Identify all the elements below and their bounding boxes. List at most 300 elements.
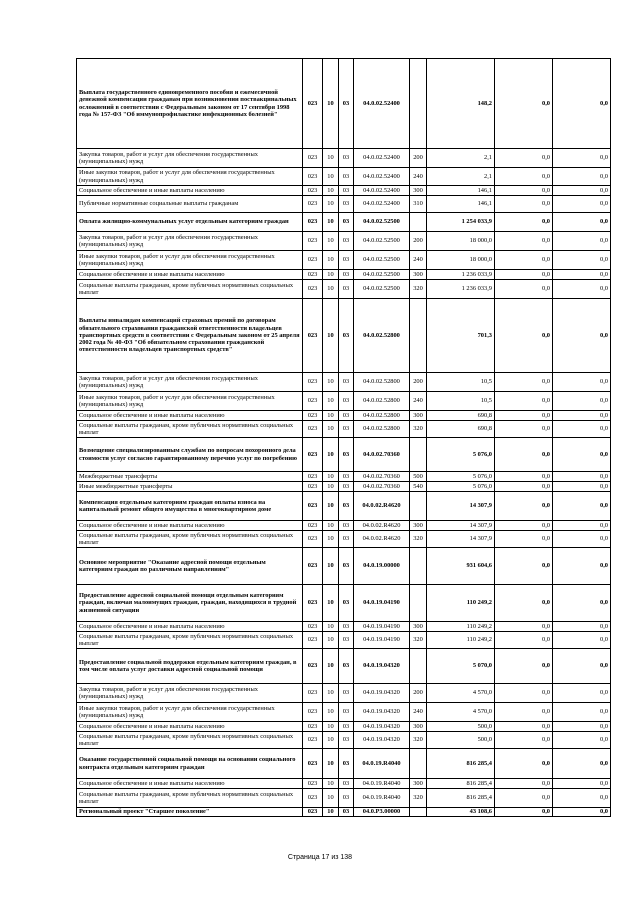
row-grbs: 023 [303,684,323,703]
row-name: Оплата жилищно-коммунальных услуг отдельным категориям граждан [77,213,303,232]
table-row [77,703,611,722]
row-subsection: 03 [339,213,354,232]
row-section: 10 [323,373,339,392]
table-row [77,392,611,411]
row-grbs: 023 [303,373,323,392]
row-sum-1: 43 108,6 [427,808,495,817]
row-target-code: 04.0.02.52500 [354,270,410,280]
row-expense-type: 540 [410,482,427,492]
row-name: Предоставление социальной поддержки отдельным категориям граждан, в том числе оплата услуг доставки адресной социальной помощи [77,649,303,684]
row-target-code: 04.0.02.52800 [354,392,410,411]
row-name: Иные закупки товаров, работ и услуг для обеспечения государственных (муниципальных) нужд [77,168,303,186]
row-target-code: 04.0.19.04320 [354,684,410,703]
row-name: Социальные выплаты гражданам, кроме публичных нормативных социальных выплат [77,632,303,649]
row-grbs: 023 [303,232,323,251]
row-sum-2: 0,0 [495,149,553,168]
row-section: 10 [323,421,339,438]
row-section: 10 [323,632,339,649]
table-row [77,649,611,684]
table-row [77,722,611,732]
row-grbs: 023 [303,779,323,789]
row-sum-3: 0,0 [553,482,611,492]
row-subsection: 03 [339,684,354,703]
row-sum-1: 18 000,0 [427,251,495,270]
row-name: Региональный проект "Старшее поколение" [77,808,303,817]
row-sum-3: 0,0 [553,732,611,749]
row-name: Социальное обеспечение и иные выплаты населению [77,779,303,789]
row-sum-3: 0,0 [553,186,611,196]
row-section: 10 [323,531,339,548]
row-subsection: 03 [339,585,354,622]
row-subsection: 03 [339,492,354,521]
row-target-code: 04.0.02.52400 [354,196,410,213]
row-subsection: 03 [339,622,354,632]
row-section: 10 [323,703,339,722]
row-subsection: 03 [339,732,354,749]
row-sum-1: 4 570,0 [427,684,495,703]
row-expense-type: 320 [410,421,427,438]
row-name: Публичные нормативные социальные выплаты гражданам [77,196,303,213]
row-subsection: 03 [339,270,354,280]
row-target-code: 04.0.02.52500 [354,232,410,251]
row-grbs: 023 [303,438,323,472]
row-grbs: 023 [303,270,323,280]
table-row [77,789,611,808]
table-row [77,213,611,232]
row-name: Социальное обеспечение и иные выплаты населению [77,411,303,421]
row-sum-2: 0,0 [495,270,553,280]
row-sum-3: 0,0 [553,632,611,649]
row-grbs: 023 [303,472,323,482]
row-section: 10 [323,280,339,299]
row-target-code: 04.0.02.52500 [354,213,410,232]
table-row [77,270,611,280]
row-sum-2: 0,0 [495,232,553,251]
table-row [77,482,611,492]
row-sum-3: 0,0 [553,492,611,521]
row-expense-type: 300 [410,622,427,632]
row-section: 10 [323,168,339,186]
row-sum-1: 690,8 [427,421,495,438]
row-section: 10 [323,722,339,732]
row-sum-1: 5 076,0 [427,482,495,492]
row-sum-1: 14 307,9 [427,521,495,531]
row-expense-type: 300 [410,270,427,280]
row-target-code: 04.0.19.R4040 [354,789,410,808]
row-target-code: 04.0.02.R4620 [354,492,410,521]
row-sum-2: 0,0 [495,280,553,299]
row-sum-1: 500,0 [427,732,495,749]
row-name: Иные закупки товаров, работ и услуг для обеспечения государственных (муниципальных) нужд [77,703,303,722]
row-section: 10 [323,149,339,168]
row-section: 10 [323,299,339,373]
row-section: 10 [323,521,339,531]
table-row [77,186,611,196]
row-sum-3: 0,0 [553,684,611,703]
row-subsection: 03 [339,649,354,684]
row-subsection: 03 [339,168,354,186]
row-sum-2: 0,0 [495,421,553,438]
row-expense-type [410,299,427,373]
row-sum-2: 0,0 [495,392,553,411]
row-subsection: 03 [339,280,354,299]
row-name: Закупка товаров, работ и услуг для обеспечения государственных (муниципальных) нужд [77,232,303,251]
row-grbs: 023 [303,632,323,649]
row-sum-1: 10,5 [427,373,495,392]
row-sum-2: 0,0 [495,622,553,632]
row-grbs: 023 [303,213,323,232]
row-expense-type: 200 [410,232,427,251]
row-sum-3: 0,0 [553,232,611,251]
row-target-code: 04.0.02.52400 [354,59,410,149]
row-name: Возмещение специализированным службам по вопросам похоронного дела стоимости услуг согласно гарантированному перечню услуг по погребению [77,438,303,472]
row-expense-type [410,548,427,585]
row-expense-type: 240 [410,703,427,722]
row-sum-1: 14 307,9 [427,531,495,548]
row-target-code: 04.0.02.70360 [354,482,410,492]
row-grbs: 023 [303,492,323,521]
row-sum-3: 0,0 [553,703,611,722]
row-sum-2: 0,0 [495,299,553,373]
row-subsection: 03 [339,548,354,585]
row-sum-2: 0,0 [495,649,553,684]
row-grbs: 023 [303,722,323,732]
row-section: 10 [323,213,339,232]
row-subsection: 03 [339,779,354,789]
row-sum-1: 1 236 033,9 [427,280,495,299]
row-name: Социальные выплаты гражданам, кроме публичных нормативных социальных выплат [77,280,303,299]
row-grbs: 023 [303,421,323,438]
row-target-code: 04.0.02.R4620 [354,521,410,531]
row-expense-type: 200 [410,684,427,703]
row-sum-2: 0,0 [495,521,553,531]
row-sum-3: 0,0 [553,649,611,684]
row-target-code: 04.0.02.52400 [354,186,410,196]
row-expense-type [410,649,427,684]
row-expense-type: 320 [410,280,427,299]
row-sum-2: 0,0 [495,548,553,585]
row-grbs: 023 [303,749,323,779]
row-grbs: 023 [303,521,323,531]
row-expense-type: 300 [410,186,427,196]
row-sum-1: 816 285,4 [427,749,495,779]
row-sum-3: 0,0 [553,808,611,817]
row-name: Выплата государственного единовременного пособия и ежемесячной денежной компенсации гражданам при возникновении поствакцинальных осложнений в соответствии с Федеральным законом от 17 сентября 1998 года № 157-ФЗ "Об иммунопрофилактике инфекционных болезней" [77,59,303,149]
row-grbs: 023 [303,251,323,270]
row-expense-type [410,59,427,149]
row-sum-3: 0,0 [553,59,611,149]
row-section: 10 [323,472,339,482]
row-sum-2: 0,0 [495,482,553,492]
row-sum-3: 0,0 [553,270,611,280]
row-target-code: 04.0.02.70360 [354,472,410,482]
row-section: 10 [323,392,339,411]
row-expense-type: 320 [410,632,427,649]
row-grbs: 023 [303,649,323,684]
row-sum-2: 0,0 [495,722,553,732]
table-row [77,421,611,438]
row-sum-3: 0,0 [553,789,611,808]
row-grbs: 023 [303,168,323,186]
row-expense-type: 300 [410,521,427,531]
row-expense-type [410,438,427,472]
row-sum-3: 0,0 [553,749,611,779]
row-sum-2: 0,0 [495,472,553,482]
row-section: 10 [323,492,339,521]
row-grbs: 023 [303,789,323,808]
row-name: Основное мероприятие "Оказание адресной помощи отдельным категориям граждан по различным направлениям" [77,548,303,585]
row-sum-1: 4 570,0 [427,703,495,722]
row-sum-2: 0,0 [495,59,553,149]
row-expense-type: 320 [410,732,427,749]
row-expense-type: 320 [410,789,427,808]
row-sum-3: 0,0 [553,373,611,392]
row-sum-1: 701,3 [427,299,495,373]
row-sum-2: 0,0 [495,703,553,722]
row-target-code: 04.0.P3.00000 [354,808,410,817]
row-subsection: 03 [339,196,354,213]
row-expense-type: 500 [410,472,427,482]
row-target-code: 04.0.19.R4040 [354,749,410,779]
row-sum-1: 110 249,2 [427,622,495,632]
row-name: Предоставление адресной социальной помощи отдельным категориям граждан, включая малоимущих граждан, граждан, находящихся в трудной жизненной ситуации [77,585,303,622]
row-expense-type [410,492,427,521]
row-target-code: 04.0.02.70360 [354,438,410,472]
row-grbs: 023 [303,703,323,722]
table-row [77,684,611,703]
row-subsection: 03 [339,411,354,421]
row-target-code: 04.0.02.52400 [354,168,410,186]
row-name: Межбюджетные трансферты [77,472,303,482]
row-subsection: 03 [339,149,354,168]
row-grbs: 023 [303,392,323,411]
table-row [77,779,611,789]
table-row [77,232,611,251]
row-target-code: 04.0.19.04190 [354,622,410,632]
row-grbs: 023 [303,548,323,585]
row-sum-3: 0,0 [553,149,611,168]
row-name: Закупка товаров, работ и услуг для обеспечения государственных (муниципальных) нужд [77,149,303,168]
row-subsection: 03 [339,482,354,492]
row-name: Социальное обеспечение и иные выплаты населению [77,186,303,196]
table-row [77,59,611,149]
row-sum-3: 0,0 [553,251,611,270]
row-sum-1: 146,1 [427,186,495,196]
row-grbs: 023 [303,808,323,817]
row-sum-1: 5 070,0 [427,649,495,684]
row-grbs: 023 [303,196,323,213]
row-sum-2: 0,0 [495,779,553,789]
row-grbs: 023 [303,149,323,168]
row-target-code: 04.0.02.52400 [354,149,410,168]
row-section: 10 [323,732,339,749]
row-expense-type: 300 [410,779,427,789]
row-target-code: 04.0.02.52800 [354,373,410,392]
row-sum-1: 690,8 [427,411,495,421]
row-subsection: 03 [339,722,354,732]
row-subsection: 03 [339,472,354,482]
row-section: 10 [323,622,339,632]
row-sum-1: 146,1 [427,196,495,213]
row-name: Иные закупки товаров, работ и услуг для обеспечения государственных (муниципальных) нужд [77,392,303,411]
row-section: 10 [323,749,339,779]
row-sum-1: 931 604,6 [427,548,495,585]
row-subsection: 03 [339,59,354,149]
row-section: 10 [323,232,339,251]
row-sum-1: 2,1 [427,168,495,186]
row-sum-3: 0,0 [553,411,611,421]
row-subsection: 03 [339,251,354,270]
row-subsection: 03 [339,703,354,722]
row-sum-2: 0,0 [495,168,553,186]
row-subsection: 03 [339,186,354,196]
row-subsection: 03 [339,632,354,649]
row-sum-1: 1 254 033,9 [427,213,495,232]
row-sum-2: 0,0 [495,213,553,232]
row-subsection: 03 [339,299,354,373]
table-row [77,196,611,213]
row-section: 10 [323,649,339,684]
row-expense-type: 300 [410,722,427,732]
row-sum-1: 816 285,4 [427,779,495,789]
table-row [77,749,611,779]
row-grbs: 023 [303,280,323,299]
row-grbs: 023 [303,59,323,149]
row-section: 10 [323,789,339,808]
row-subsection: 03 [339,438,354,472]
row-sum-2: 0,0 [495,789,553,808]
table-row [77,168,611,186]
row-expense-type [410,213,427,232]
table-row [77,373,611,392]
row-sum-1: 5 076,0 [427,438,495,472]
row-section: 10 [323,808,339,817]
table-row [77,251,611,270]
row-name: Социальное обеспечение и иные выплаты населению [77,722,303,732]
row-grbs: 023 [303,732,323,749]
row-sum-1: 14 307,9 [427,492,495,521]
row-sum-3: 0,0 [553,438,611,472]
table-row [77,411,611,421]
row-grbs: 023 [303,585,323,622]
row-sum-3: 0,0 [553,421,611,438]
budget-table [76,58,611,817]
row-subsection: 03 [339,531,354,548]
row-name: Оказание государственной социальной помощи на основании социального контракта отдельным категориям граждан [77,749,303,779]
row-sum-1: 110 249,2 [427,632,495,649]
row-sum-1: 148,2 [427,59,495,149]
row-sum-3: 0,0 [553,548,611,585]
row-subsection: 03 [339,392,354,411]
row-sum-2: 0,0 [495,492,553,521]
row-sum-3: 0,0 [553,531,611,548]
row-section: 10 [323,548,339,585]
row-sum-3: 0,0 [553,622,611,632]
row-target-code: 04.0.02.52500 [354,280,410,299]
row-sum-2: 0,0 [495,749,553,779]
row-expense-type: 200 [410,149,427,168]
row-sum-3: 0,0 [553,585,611,622]
row-grbs: 023 [303,531,323,548]
row-sum-2: 0,0 [495,684,553,703]
row-sum-3: 0,0 [553,196,611,213]
row-target-code: 04.0.19.00000 [354,548,410,585]
row-name: Социальные выплаты гражданам, кроме публичных нормативных социальных выплат [77,732,303,749]
row-sum-2: 0,0 [495,411,553,421]
row-section: 10 [323,251,339,270]
table-row [77,732,611,749]
row-sum-1: 1 236 033,9 [427,270,495,280]
row-target-code: 04.0.19.04320 [354,703,410,722]
table-row [77,438,611,472]
row-sum-1: 816 285,4 [427,789,495,808]
row-sum-2: 0,0 [495,251,553,270]
row-sum-3: 0,0 [553,280,611,299]
row-expense-type: 240 [410,392,427,411]
row-subsection: 03 [339,521,354,531]
row-sum-2: 0,0 [495,585,553,622]
row-target-code: 04.0.19.R4040 [354,779,410,789]
row-sum-2: 0,0 [495,373,553,392]
row-expense-type: 300 [410,411,427,421]
row-target-code: 04.0.02.R4620 [354,531,410,548]
row-name: Социальное обеспечение и иные выплаты населению [77,270,303,280]
row-expense-type: 310 [410,196,427,213]
row-subsection: 03 [339,232,354,251]
row-sum-2: 0,0 [495,632,553,649]
row-sum-3: 0,0 [553,779,611,789]
row-name: Социальные выплаты гражданам, кроме публичных нормативных социальных выплат [77,531,303,548]
row-sum-2: 0,0 [495,186,553,196]
row-expense-type [410,585,427,622]
budget-table-container [76,58,610,817]
row-sum-1: 5 076,0 [427,472,495,482]
page-footer: Страница 17 из 138 [287,854,353,861]
row-grbs: 023 [303,482,323,492]
row-section: 10 [323,684,339,703]
row-target-code: 04.0.19.04190 [354,585,410,622]
row-sum-1: 500,0 [427,722,495,732]
table-row [77,585,611,622]
row-name: Социальное обеспечение и иные выплаты населению [77,622,303,632]
row-expense-type [410,749,427,779]
row-grbs: 023 [303,299,323,373]
table-row [77,149,611,168]
row-name: Выплаты инвалидам компенсаций страховых премий по договорам обязательного страхования гражданской ответственности владельцев транспортных средств в соответствии с Федеральным законом от 25 апреля 2002 года № 40-ФЗ "Об обязательном страховании гражданской ответственности владельцев транспортных средств" [77,299,303,373]
row-target-code: 04.0.02.52800 [354,411,410,421]
row-grbs: 023 [303,622,323,632]
row-expense-type [410,808,427,817]
row-target-code: 04.0.02.52500 [354,251,410,270]
row-expense-type: 240 [410,168,427,186]
row-subsection: 03 [339,373,354,392]
row-sum-1: 2,1 [427,149,495,168]
table-row [77,622,611,632]
row-subsection: 03 [339,808,354,817]
row-sum-2: 0,0 [495,196,553,213]
row-name: Компенсация отдельным категориям граждан оплаты взноса на капитальный ремонт общего имущества в многоквартирном доме [77,492,303,521]
row-target-code: 04.0.19.04190 [354,632,410,649]
table-row [77,548,611,585]
row-section: 10 [323,196,339,213]
row-target-code: 04.0.02.52800 [354,421,410,438]
row-grbs: 023 [303,186,323,196]
row-section: 10 [323,411,339,421]
row-sum-2: 0,0 [495,808,553,817]
table-row [77,492,611,521]
row-sum-3: 0,0 [553,168,611,186]
budget-table-body [77,59,611,817]
